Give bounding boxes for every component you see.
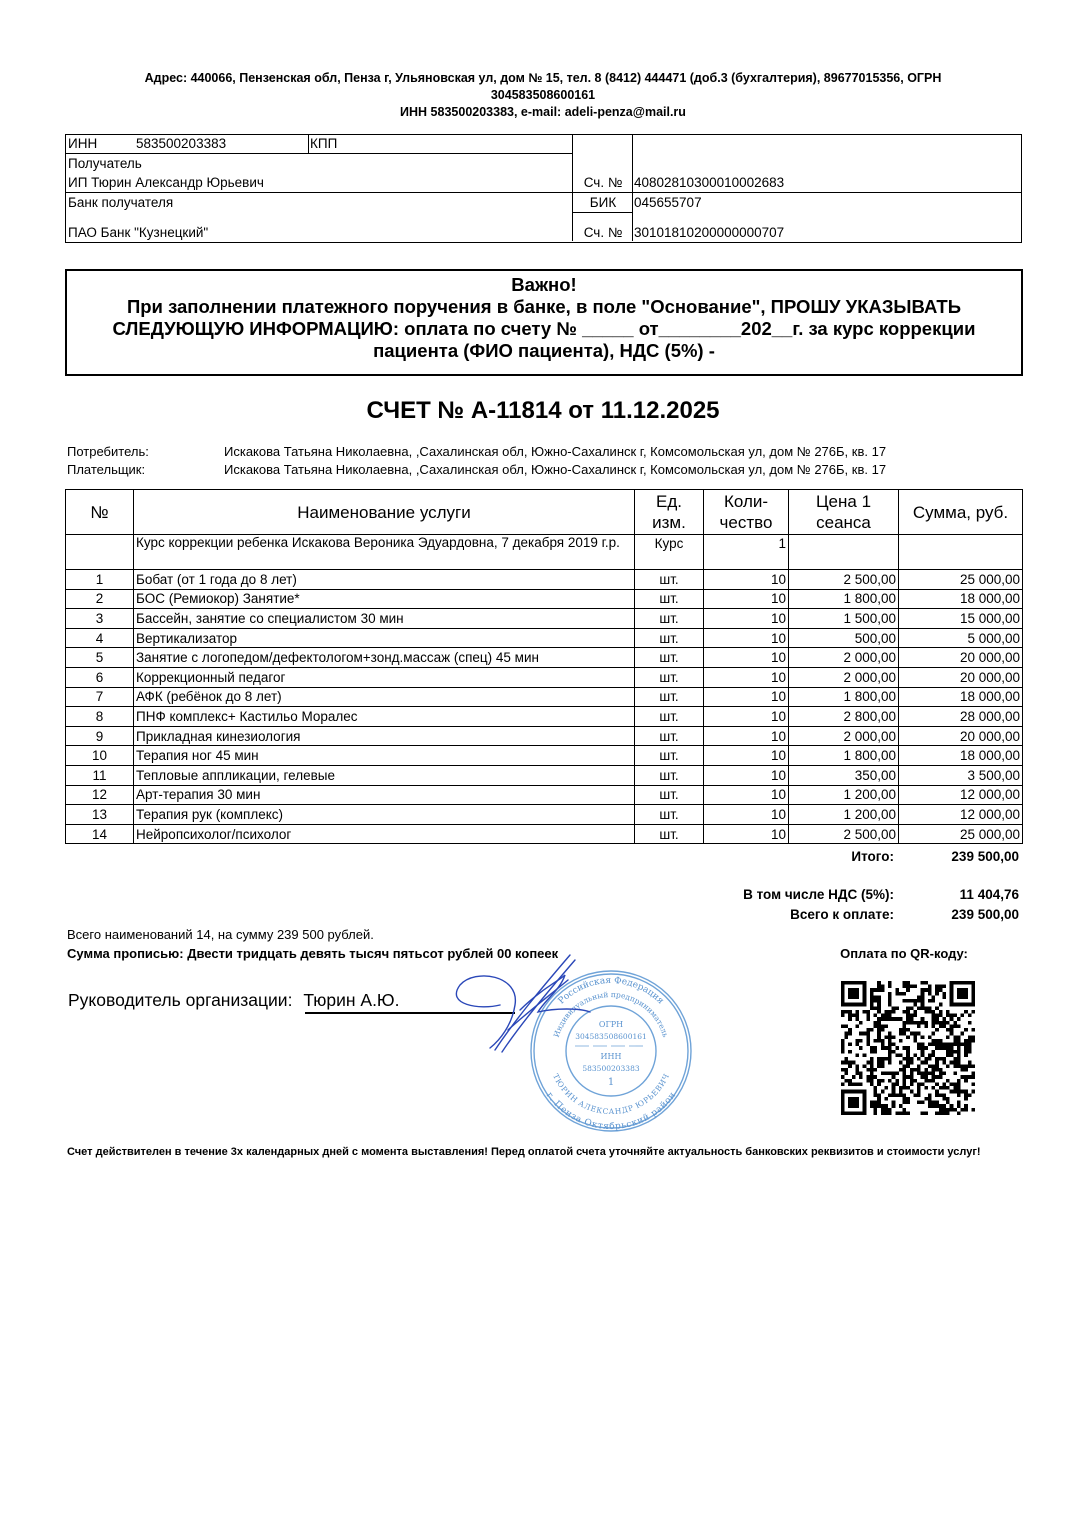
services-table [65,489,1023,844]
inn-label: ИНН [68,136,98,151]
cell-num: 8 [66,707,134,727]
cell-name: Тепловые аппликации, гелевые [134,765,635,785]
cell-num: 4 [66,628,134,648]
cell-name: АФК (ребёнок до 8 лет) [134,687,635,707]
cell-num: 6 [66,667,134,687]
cell-price: 1 500,00 [789,609,899,629]
cell-num [66,535,134,570]
important-line: При заполнении платежного поручения в банке, в поле "Основание", ПРОШУ УКАЗЫВАТЬ [126,296,962,317]
cell-unit: шт. [635,628,704,648]
cell-sum: 20 000,00 [899,648,1023,668]
bank-label: Банк получателя [68,195,174,210]
stamp-inn-value: 583500203383 [582,1064,640,1073]
cell-name: Курс коррекции ребенка Искакова Вероника Эдуардовна, 7 декабря 2019 г.р. [134,535,635,570]
table-row [66,726,1023,746]
important-line: пациента (ФИО пациента), НДС (5%) - [373,340,715,361]
table-row [66,609,1023,629]
course-row [66,535,1023,570]
total-value: 239 500,00 [951,849,1019,864]
cell-qty: 10 [704,765,789,785]
cell-price: 1 800,00 [789,589,899,609]
table-row [66,570,1023,590]
amount-in-words: Сумма прописью: Двести тридцать девять тысяч пятьсот рублей 00 копеек [67,946,559,961]
table-row [66,628,1023,648]
cell-sum: 12 000,00 [899,785,1023,805]
cell-price: 1 200,00 [789,785,899,805]
cell-sum: 18 000,00 [899,589,1023,609]
corr-account-label: Сч. № [583,225,623,240]
important-notice [65,269,1023,376]
cell-name: Вертикализатор [134,628,635,648]
table-header-row [66,490,1023,535]
cell-qty: 10 [704,746,789,766]
table-row [66,824,1023,844]
account-label: Сч. № [583,175,623,190]
qr-finder-pattern [843,983,865,1005]
consumer-label: Потребитель: [67,444,149,459]
cell-sum: 18 000,00 [899,687,1023,707]
cell-qty: 10 [704,726,789,746]
cell-price: 2 000,00 [789,648,899,668]
cell-sum: 25 000,00 [899,570,1023,590]
header-address-line: Адрес: 440066, Пензенская обл, Пенза г, Ульяновская ул, дом № 15, тел. 8 (8412) 444471 (доб.3 (бухгалтерия), 89677015356, ОГРН [144,71,942,85]
header-price: Цена 1 сеанса [789,490,899,535]
cell-num: 12 [66,785,134,805]
table-row [66,589,1023,609]
cell-sum: 12 000,00 [899,805,1023,825]
cell-price: 2 000,00 [789,667,899,687]
consumer-value: Искакова Татьяна Николаевна, ,Сахалинская обл, Южно-Сахалинск г, Комсомольская ул, дом № 276Б, кв. 17 [224,444,887,459]
table-row [66,746,1023,766]
cell-qty: 10 [704,628,789,648]
due-value: 239 500,00 [951,907,1019,922]
items-count-line: Всего наименований 14, на сумму 239 500 рублей. [67,927,374,942]
cell-name: БОС (Ремиокор) Занятие* [134,589,635,609]
cell-num: 7 [66,687,134,707]
important-line: СЛЕДУЮЩУЮ ИНФОРМАЦИЮ: оплата по счету № _____ от________202__г. за курс коррекции [112,318,976,339]
cell-sum: 5 000,00 [899,628,1023,648]
stamp-outer-top: Российская Федерация [556,975,666,1007]
vat-value: 11 404,76 [959,887,1019,902]
cell-name: Терапия ног 45 мин [134,746,635,766]
header-unit: Ед. изм. [635,490,704,535]
cell-unit: шт. [635,648,704,668]
cell-unit: шт. [635,707,704,727]
handwritten-signature [420,950,600,1060]
vat-label: В том числе НДС (5%): [743,887,894,902]
payer-label: Плательщик: [67,462,146,477]
bik-value: 045655707 [634,195,702,210]
payment-qr-code[interactable] [836,981,980,1115]
qr-label: Оплата по QR-коду: [840,946,968,961]
cell-name: Терапия рук (комплекс) [134,805,635,825]
cell-num: 3 [66,609,134,629]
total-label: Итого: [851,849,894,864]
bik-label: БИК [589,195,617,210]
cell-qty: 10 [704,785,789,805]
cell-unit: Курс [635,535,704,570]
header-num: № [66,490,134,535]
cell-name: Бобат (от 1 года до 8 лет) [134,570,635,590]
cell-unit: шт. [635,805,704,825]
recipient-value: ИП Тюрин Александр Юрьевич [68,175,264,190]
company-header [60,70,1026,121]
cell-num: 11 [66,765,134,785]
cell-unit: шт. [635,765,704,785]
cell-name: Нейропсихолог/психолог [134,824,635,844]
header-inn-email-line: ИНН 583500203383, e-mail: adeli-penza@mail.ru [400,105,686,119]
header-sum: Сумма, руб. [899,490,1023,535]
cell-sum: 3 500,00 [899,765,1023,785]
cell-sum [899,535,1023,570]
cell-qty: 10 [704,589,789,609]
cell-unit: шт. [635,609,704,629]
cell-sum: 20 000,00 [899,726,1023,746]
signature-block [68,990,399,1011]
validity-note: Счет действителен в течение 3х календарных дней с момента выставления! Перед оплатой счета уточняйте актуальность банковских реквизитов и стоимости услуг! [67,1146,981,1158]
table-row [66,707,1023,727]
stamp-ogrn-label: ОГРН [598,1020,624,1029]
cell-qty: 10 [704,648,789,668]
cell-qty: 10 [704,687,789,707]
cell-price: 2 500,00 [789,824,899,844]
table-row [66,785,1023,805]
cell-price: 2 000,00 [789,726,899,746]
cell-sum: 15 000,00 [899,609,1023,629]
stamp-outer-bottom: г. Пенза Октябрьский район [543,1090,678,1133]
cell-price: 2 500,00 [789,570,899,590]
recipient-label: Получатель [68,156,142,171]
cell-num: 13 [66,805,134,825]
cell-num: 9 [66,726,134,746]
corr-account-value: 30101810200000000707 [634,225,785,240]
cell-unit: шт. [635,570,704,590]
bank-value: ПАО Банк "Кузнецкий" [68,225,209,240]
table-row [66,687,1023,707]
invoice-title: СЧЕТ № А-11814 от 11.12.2025 [366,397,720,424]
cell-qty: 10 [704,824,789,844]
cell-num: 10 [66,746,134,766]
cell-price: 2 800,00 [789,707,899,727]
cell-unit: шт. [635,589,704,609]
cell-price: 1 800,00 [789,746,899,766]
cell-unit: шт. [635,785,704,805]
cell-qty: 1 [704,535,789,570]
bank-details-table [65,134,1022,243]
qr-finder-pattern [951,983,973,1005]
cell-sum: 18 000,00 [899,746,1023,766]
table-row [66,805,1023,825]
payer-value: Искакова Татьяна Николаевна, ,Сахалинская обл, Южно-Сахалинск г, Комсомольская ул, дом № 276Б, кв. 17 [224,462,887,477]
cell-sum: 25 000,00 [899,824,1023,844]
cell-unit: шт. [635,824,704,844]
account-value: 40802810300010002683 [634,175,785,190]
signer-name: Тюрин А.Ю. [303,990,400,1010]
cell-qty: 10 [704,667,789,687]
due-label: Всего к оплате: [790,907,894,922]
table-row [66,667,1023,687]
cell-unit: шт. [635,746,704,766]
cell-price: 1 800,00 [789,687,899,707]
inn-value: 583500203383 [136,136,227,151]
header-qty: Коли- чество [704,490,789,535]
kpp-label: КПП [310,136,338,151]
qr-finder-pattern [843,1091,865,1113]
table-row [66,648,1023,668]
table-row [66,765,1023,785]
stamp-inner-bottom: ТЮРИН АЛЕКСАНДР ЮРЬЕВИЧ [551,1072,671,1117]
cell-qty: 10 [704,609,789,629]
cell-sum: 28 000,00 [899,707,1023,727]
cell-qty: 10 [704,707,789,727]
header-name: Наименование услуги [134,490,635,535]
cell-name: Коррекционный педагог [134,667,635,687]
cell-price [789,535,899,570]
cell-unit: шт. [635,726,704,746]
cell-num: 5 [66,648,134,668]
cell-qty: 10 [704,570,789,590]
cell-name: Арт-терапия 30 мин [134,785,635,805]
cell-price: 500,00 [789,628,899,648]
cell-unit: шт. [635,667,704,687]
cell-qty: 10 [704,805,789,825]
cell-num: 14 [66,824,134,844]
cell-num: 1 [66,570,134,590]
cell-price: 350,00 [789,765,899,785]
cell-name: ПНФ комплекс+ Кастильо Моралес [134,707,635,727]
signer-label: Руководитель организации: [68,990,293,1010]
header-ogrn-line: 304583508600161 [490,88,596,102]
stamp-number: 1 [607,1077,615,1088]
stamp-ogrn-value: 304583508600161 [575,1032,647,1041]
stamp-inner-top: Индивидуальный предприниматель [551,989,671,1039]
cell-name: Бассейн, занятие со специалистом 30 мин [134,609,635,629]
cell-price: 1 200,00 [789,805,899,825]
cell-sum: 20 000,00 [899,667,1023,687]
cell-name: Прикладная кинезиология [134,726,635,746]
cell-num: 2 [66,589,134,609]
stamp-inn-label: ИНН [600,1052,622,1061]
cell-name: Занятие с логопедом/дефектологом+зонд.массаж (спец) 45 мин [134,648,635,668]
qr-modules [841,981,975,1115]
important-title: Важно! [511,274,577,295]
cell-unit: шт. [635,687,704,707]
